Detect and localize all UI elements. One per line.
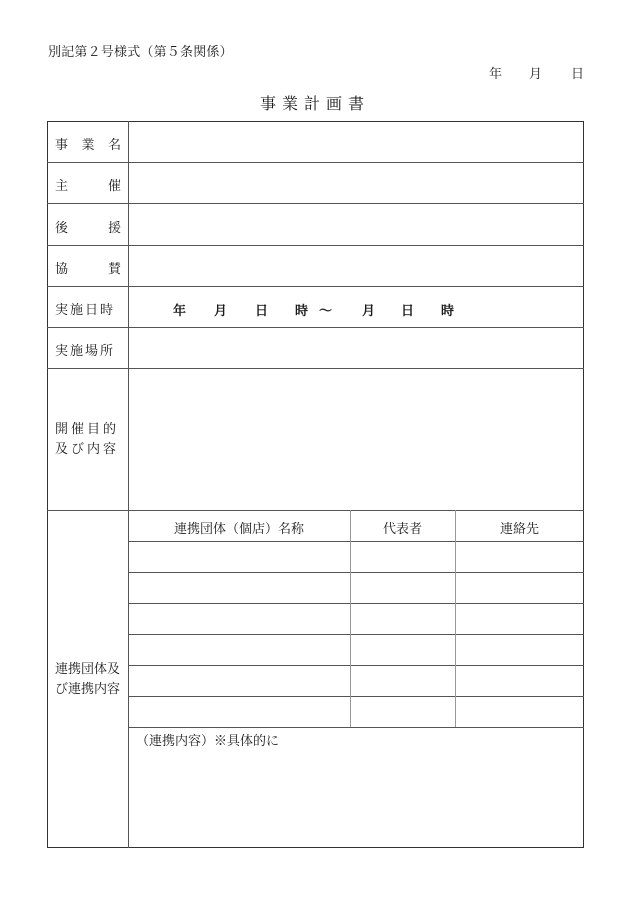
- collab-header-org-name: 連携団体（個店）名称: [173, 522, 304, 537]
- label-collaboration: 連携団体及 び連携内容: [55, 662, 121, 697]
- datetime-end-hour: 時: [441, 304, 455, 319]
- collab-row-divider: [128, 541, 584, 542]
- label-datetime: 実施日時: [55, 303, 116, 318]
- form-reference: 別記第２号様式（第５条関係）: [48, 45, 233, 60]
- datetime-start-hour: 時: [295, 304, 309, 319]
- row-divider: [47, 510, 584, 511]
- datetime-end-month: 月: [362, 304, 376, 319]
- row-divider: [47, 203, 584, 204]
- date-month: 月: [529, 67, 543, 82]
- label-support: 後 援: [55, 221, 121, 236]
- row-divider: [47, 245, 584, 246]
- date-year: 年: [489, 67, 503, 82]
- row-divider: [47, 368, 584, 369]
- label-host: 主 催: [55, 179, 121, 194]
- label-business-name: 事 業 名: [55, 138, 121, 153]
- row-divider: [47, 286, 584, 287]
- row-divider: [47, 327, 584, 328]
- date-day: 日: [571, 67, 585, 82]
- datetime-tilde: ～: [319, 304, 333, 319]
- label-column-divider: [128, 121, 129, 848]
- datetime-start-year: 年: [173, 304, 187, 319]
- collab-content-note: （連携内容）※具体的に: [136, 734, 280, 749]
- document-title: 事業計画書: [259, 94, 370, 113]
- collab-row-divider: [128, 603, 584, 604]
- collab-row-divider: [128, 572, 584, 573]
- label-venue: 実施場所: [55, 344, 116, 359]
- collab-row-divider: [128, 727, 584, 728]
- collab-header-representative: 代表者: [382, 522, 422, 537]
- label-cooperation: 協 賛: [55, 262, 121, 277]
- datetime-end-day: 日: [401, 304, 415, 319]
- row-divider: [47, 162, 584, 163]
- collab-column-divider: [455, 510, 456, 727]
- collab-row-divider: [128, 634, 584, 635]
- label-purpose: 開催目的 及び内容: [55, 422, 120, 457]
- datetime-start-month: 月: [214, 304, 228, 319]
- collab-row-divider: [128, 665, 584, 666]
- collab-row-divider: [128, 696, 584, 697]
- collab-header-contact: 連絡先: [499, 522, 539, 537]
- collab-column-divider: [350, 510, 351, 727]
- datetime-start-day: 日: [255, 304, 269, 319]
